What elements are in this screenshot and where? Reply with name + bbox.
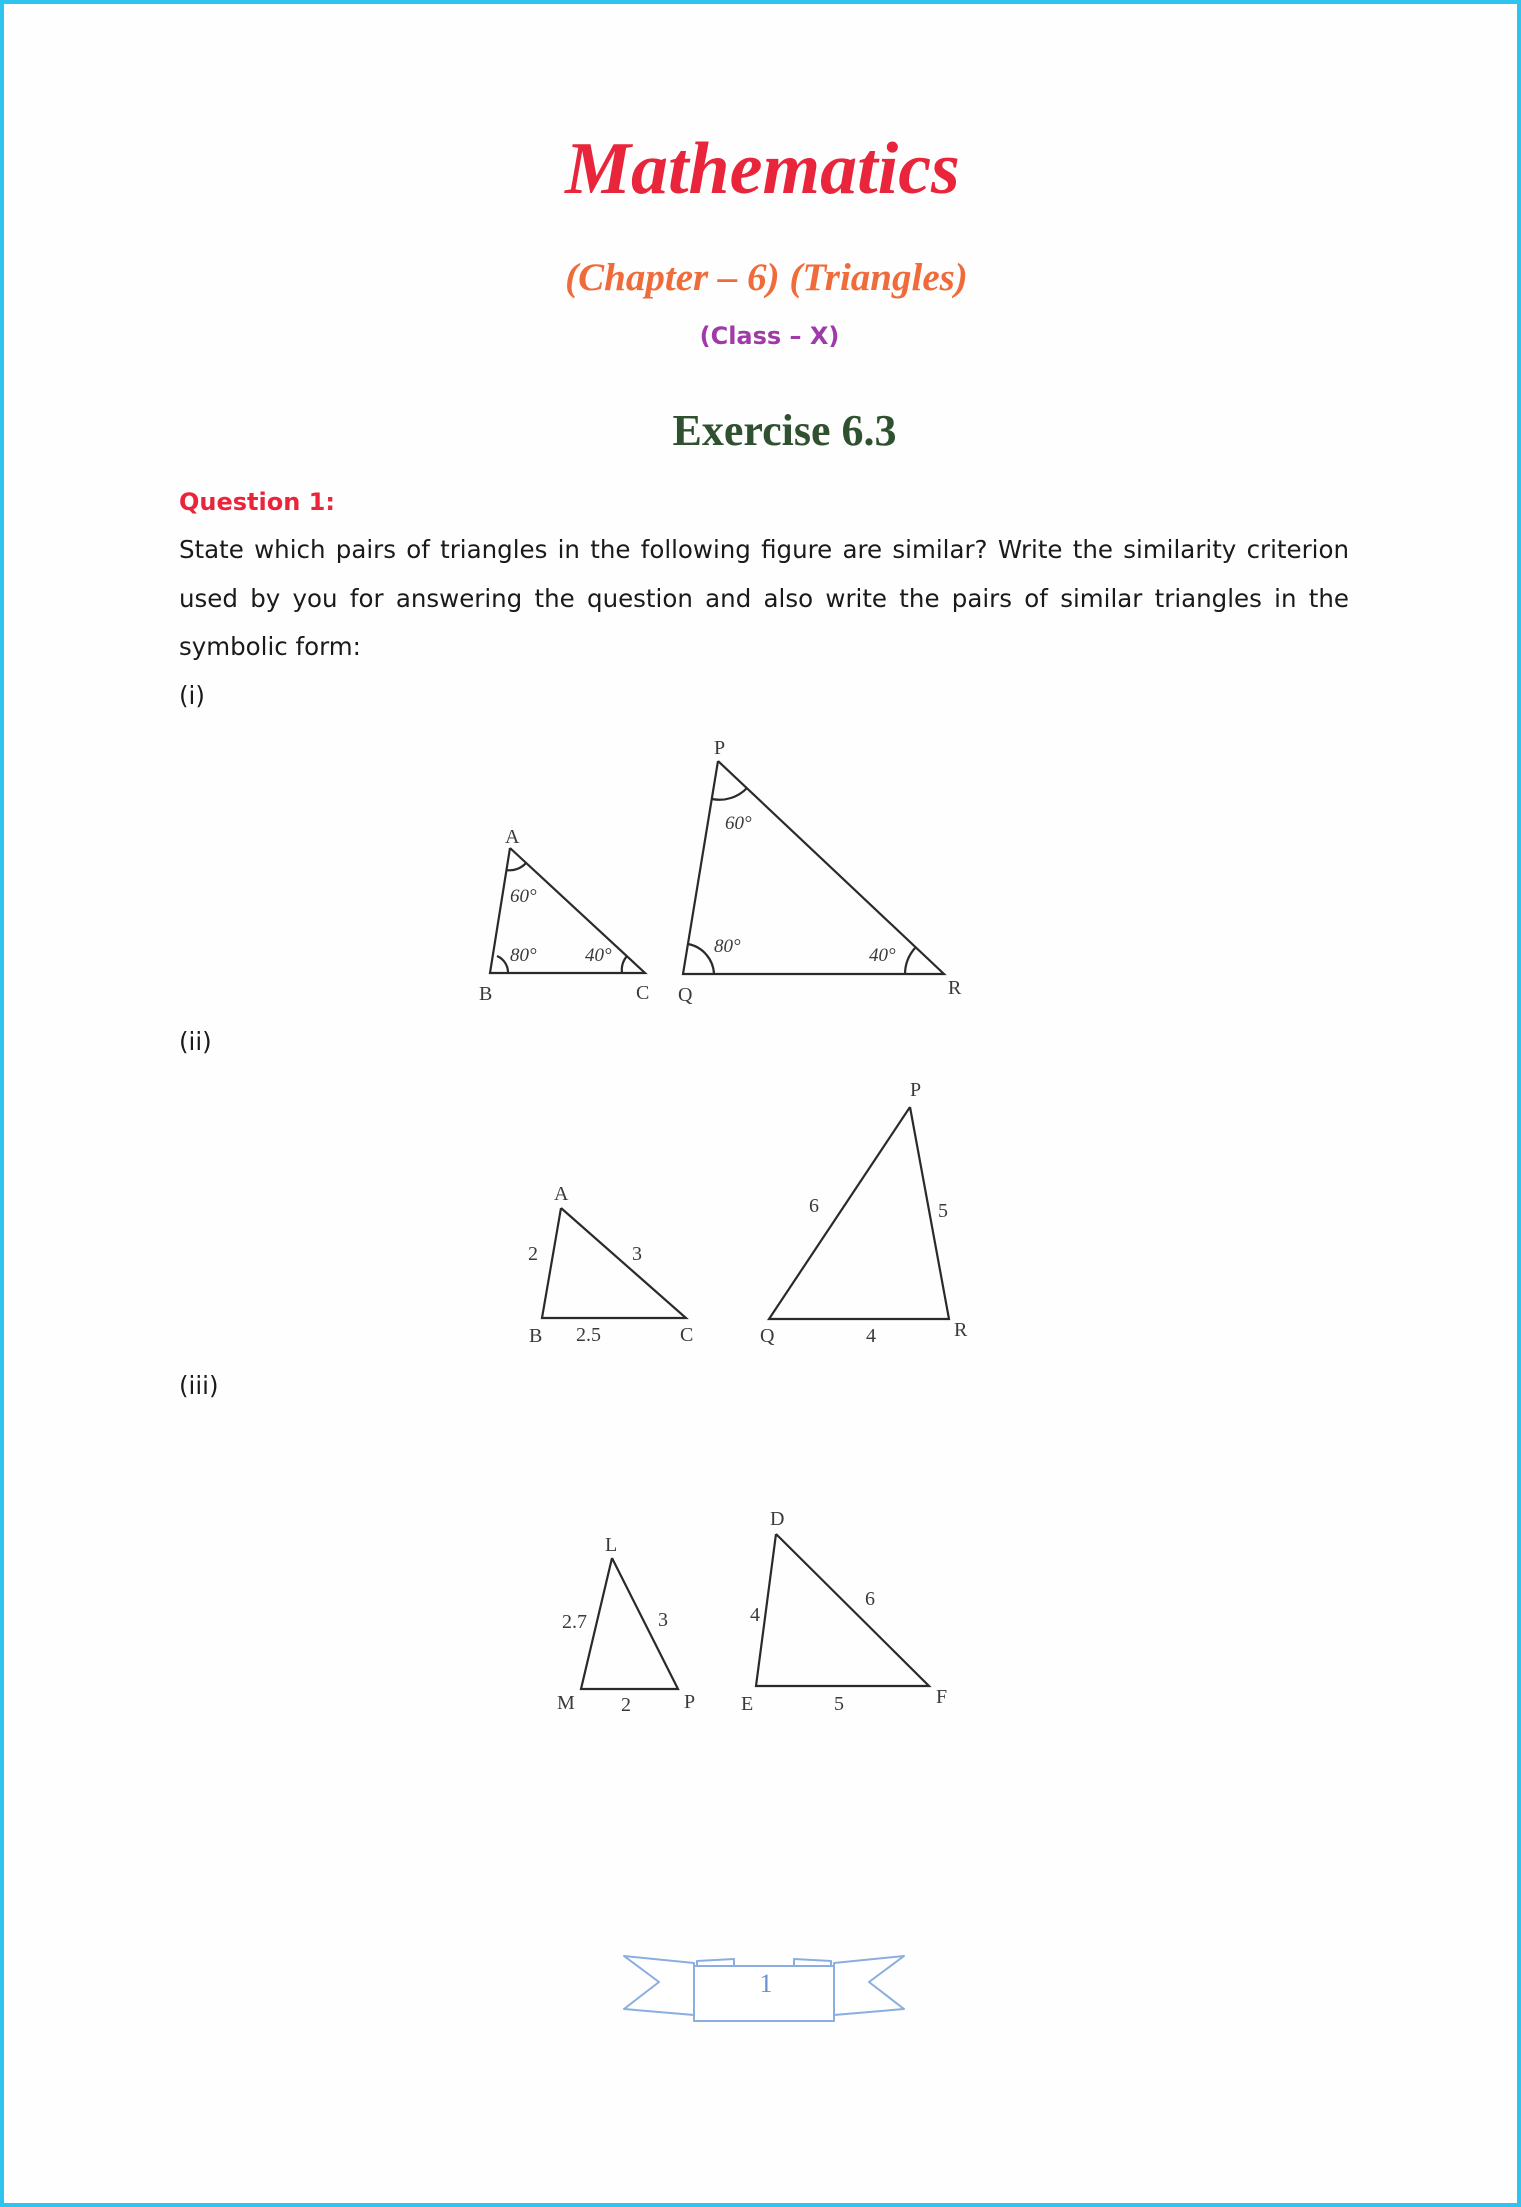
- side-label-LM: 2.7: [562, 1611, 587, 1633]
- question-text: State which pairs of triangles in the following figure are similar? Write the similarity criterion used by you for answering the question and also write the pairs of similar triangles in the symbolic form:: [179, 535, 1349, 661]
- part-label-iii: (iii): [179, 1371, 219, 1400]
- vertex-label-Q: Q: [678, 984, 693, 1006]
- vertex-label-C: C: [680, 1324, 694, 1346]
- vertex-label-R: R: [948, 977, 962, 999]
- angle-label-C: 40°: [585, 945, 612, 966]
- triangles-angle-figure: [464, 724, 1044, 1014]
- vertex-label-E: E: [741, 1693, 754, 1715]
- class-label-text: (Class – X): [699, 322, 840, 350]
- angle-label-Q: 80°: [714, 936, 741, 957]
- side-label-BC: 2.5: [576, 1324, 601, 1346]
- figure-part-ii: [504, 1064, 1044, 1354]
- vertex-label-P: P: [684, 1691, 696, 1713]
- side-label-MP: 2: [621, 1694, 631, 1716]
- exercise-heading: [4, 406, 1521, 455]
- chapter-subtitle: [4, 258, 1521, 297]
- chapter-subtitle-text: (Chapter – 6) (Triangles): [565, 256, 968, 299]
- side-label-DE: 4: [750, 1604, 760, 1626]
- question-label: Question 1:: [179, 488, 335, 516]
- side-label-AB: 2: [528, 1243, 538, 1265]
- vertex-label-B: B: [529, 1325, 543, 1347]
- figure-part-i: [464, 724, 1044, 1014]
- part-label-ii: (ii): [179, 1027, 212, 1056]
- vertex-label-R: R: [954, 1319, 968, 1341]
- side-label-QR: 4: [866, 1325, 876, 1347]
- triangles-sides-figure-iii: [524, 1484, 1084, 1804]
- vertex-label-A: A: [554, 1183, 569, 1205]
- figure-part-iii: [524, 1484, 1084, 1804]
- angle-label-B: 80°: [510, 945, 537, 966]
- exercise-heading-text: Exercise 6.3: [672, 406, 897, 455]
- vertex-label-C: C: [636, 982, 650, 1004]
- side-label-AC: 3: [632, 1243, 642, 1265]
- angle-label-P: 60°: [725, 813, 752, 834]
- side-label-PQ: 6: [809, 1195, 819, 1217]
- vertex-label-B: B: [479, 983, 493, 1005]
- vertex-label-Q: Q: [760, 1325, 775, 1347]
- page-number: 1: [759, 1969, 773, 1998]
- vertex-label-A: A: [505, 826, 520, 848]
- vertex-label-P: P: [910, 1079, 922, 1101]
- vertex-label-L: L: [605, 1534, 618, 1556]
- angle-label-A: 60°: [510, 886, 537, 907]
- vertex-label-P: P: [714, 737, 726, 759]
- angle-label-R: 40°: [869, 945, 896, 966]
- part-label-i: (i): [179, 681, 205, 710]
- side-label-PR: 5: [938, 1200, 948, 1222]
- triangles-sides-figure-ii: [504, 1064, 1044, 1354]
- vertex-label-F: F: [936, 1686, 948, 1708]
- side-label-EF: 5: [834, 1693, 844, 1715]
- document-title: [4, 128, 1521, 210]
- document-title-text: Mathematics: [565, 128, 960, 210]
- side-label-DF: 6: [865, 1588, 875, 1610]
- class-label: [4, 324, 1521, 348]
- side-label-LP: 3: [658, 1609, 668, 1631]
- vertex-label-M: M: [557, 1692, 575, 1714]
- vertex-label-D: D: [770, 1508, 785, 1530]
